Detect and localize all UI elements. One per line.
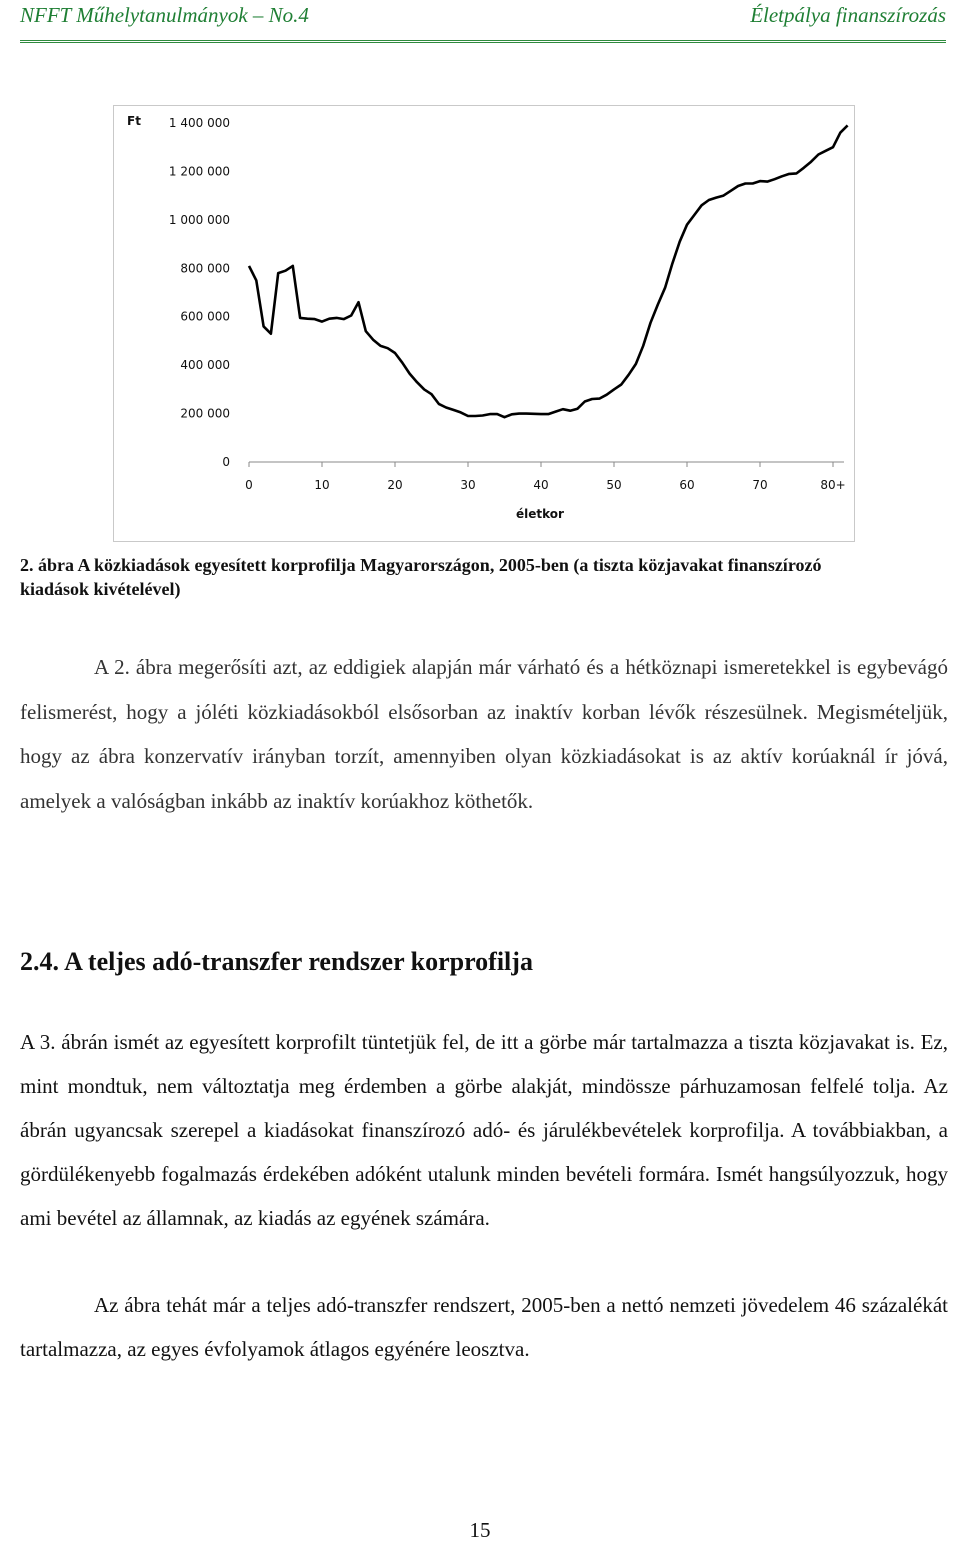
x-tick-label: 0 [245, 478, 253, 492]
y-axis-label: Ft [127, 114, 141, 128]
y-tick-label: 400 000 [180, 358, 230, 373]
y-tick-label: 600 000 [180, 309, 230, 324]
header-left: NFFT Műhelytanulmányok – No.4 [20, 3, 309, 27]
section-heading: 2.4. A teljes adó-transzfer rendszer korprofilja [20, 947, 533, 976]
page-number: 15 [469, 1518, 491, 1542]
paragraph-2: A 3. ábrán ismét az egyesített korprofilt tüntetjük fel, de itt a görbe már tartalmazza a tiszta közjavakat is. Ez, mint mondtuk, nem változtatja meg érdemben a görbe alakját, mindössze párhuzamosan felfelé tolja. Az ábrán ugyancsak szerepel a kiadásokat finanszírozó adó- és járulékbevételek korprofilja. A továbbiakban, a gördülékenyebb fogalmazás érdekében adóként utalunk minden bevételi formára. Ismét hangsúlyozzuk, hogy ami bevétel az államnak, az kiadás az egyének számára. [20, 1030, 948, 1230]
y-tick-label: 800 000 [180, 261, 230, 276]
x-tick-label: 80+ [820, 478, 846, 492]
paragraph-3: Az ábra tehát már a teljes adó-transzfer rendszert, 2005-ben a nettó nemzeti jövedelem 46 százalékát tartalmazza, az egyes évfolyamok átlagos egyénére leosztva. [20, 1293, 948, 1361]
y-tick-label: 1 200 000 [168, 164, 230, 179]
x-tick-label: 40 [533, 478, 549, 492]
x-tick-label: 20 [387, 478, 403, 492]
page-header [20, 0, 946, 43]
y-tick-label: 200 000 [180, 406, 230, 421]
y-tick-label: 1 000 000 [168, 212, 230, 227]
x-tick-label: 10 [314, 478, 330, 492]
x-axis-label: életkor [516, 507, 564, 521]
x-tick-label: 60 [679, 478, 695, 492]
y-tick-label: 1 400 000 [168, 116, 230, 130]
x-tick-label: 50 [606, 478, 622, 492]
figure-caption: 2. ábra A közkiadások egyesített korprofilja Magyarországon, 2005-ben (a tiszta közjavakat finanszírozó kiadások kivételével) [20, 555, 822, 599]
paragraph-1: A 2. ábra megerősíti azt, az eddigiek alapján már várható és a hétköznapi ismeretekkel is egybevágó felismerést, hogy a jóléti közkiadásokból elsősorban az inaktív korban lévők részesülnek. Megismételjük, hogy az ábra konzervatív irányban torzít, amennyiben olyan közkiadásokat is az aktív korúaknál ír jóvá, amelyek a valóságban inkább az inaktív korúakhoz köthetők. [20, 655, 948, 813]
y-tick-label: 0 [222, 455, 230, 469]
line-chart [114, 106, 854, 541]
x-tick-label: 30 [460, 478, 476, 492]
header-right: Életpálya finanszírozás [750, 3, 946, 27]
x-tick-label: 70 [752, 478, 768, 492]
figure-chart [113, 105, 855, 542]
series-line [249, 125, 848, 417]
